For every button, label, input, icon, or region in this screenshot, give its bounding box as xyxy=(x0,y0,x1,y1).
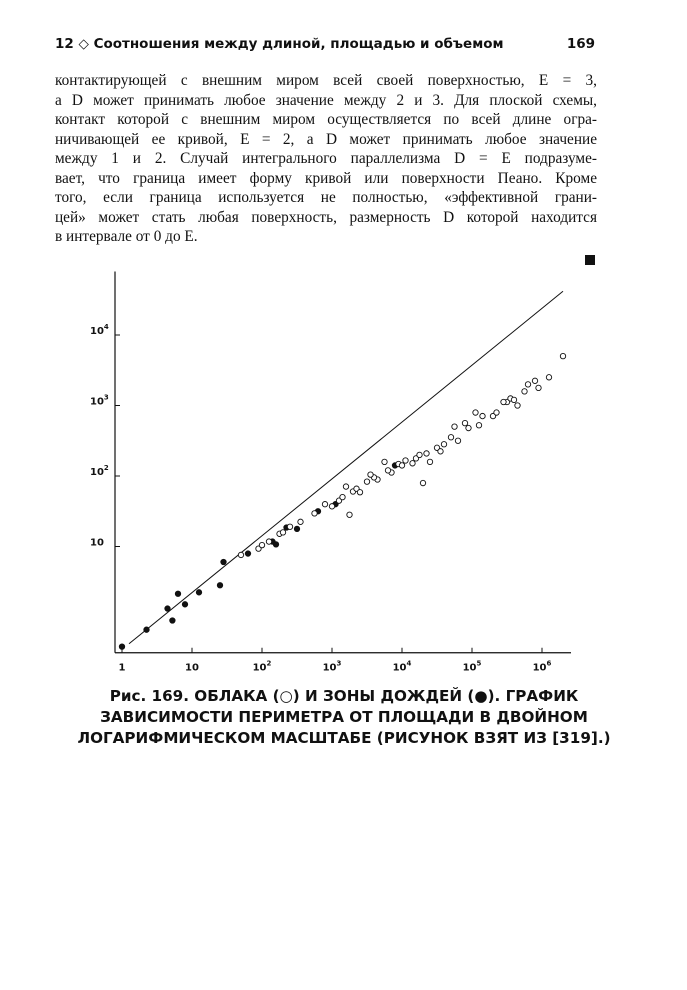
end-of-proof-mark xyxy=(585,255,595,265)
rain-zone-point xyxy=(196,590,201,595)
cloud-point xyxy=(560,353,565,358)
regression-line xyxy=(129,291,563,644)
text-line: а D может принимать любое значение между 2 и 3. Для плоской схемы, xyxy=(55,91,597,109)
cloud-point xyxy=(382,459,387,464)
perimeter-area-chart xyxy=(0,290,687,674)
rain-zone-point xyxy=(221,559,226,564)
cloud-point xyxy=(357,490,362,495)
text-line: того, если граница используется не полностью, «эффективной грани- xyxy=(55,189,597,206)
cloud-point xyxy=(340,494,345,499)
cloud-point xyxy=(259,542,264,547)
text-line: контактирующей с внешним миром всей своей поверхностью, E = 3, xyxy=(55,72,597,89)
cloud-point xyxy=(480,413,485,418)
body-paragraph xyxy=(55,71,597,247)
x-tick-label: 10 xyxy=(185,662,199,674)
cloud-point xyxy=(238,552,243,557)
cloud-point xyxy=(312,511,317,516)
y-tick-label: $10^4$ xyxy=(90,323,109,337)
text-line: контакт которой с внешним миром осуществляется по всей длине огра- xyxy=(55,111,597,128)
cloud-point xyxy=(343,484,348,489)
rain-zone-point xyxy=(170,618,175,623)
cloud-point xyxy=(385,468,390,473)
cloud-point xyxy=(329,504,334,509)
cloud-point xyxy=(522,389,527,394)
figure-caption xyxy=(60,686,628,749)
cloud-point xyxy=(280,530,285,535)
cloud-point xyxy=(473,410,478,415)
y-tick-label: 10 xyxy=(90,537,104,549)
running-header xyxy=(55,36,595,56)
cloud-point xyxy=(525,382,530,387)
x-tick-label: $10^4$ xyxy=(392,659,412,674)
page-number: 169 xyxy=(566,36,595,52)
cloud-point xyxy=(417,452,422,457)
rain-zone-point xyxy=(144,627,149,632)
text-line: цей» может стать любая поверхность, размерность D которой находится xyxy=(55,208,597,226)
cloud-point xyxy=(368,472,373,477)
cloud-point xyxy=(441,442,446,447)
cloud-point xyxy=(546,375,551,380)
cloud-point xyxy=(427,459,432,464)
rain-zone-point xyxy=(175,591,180,596)
rain-zone-point xyxy=(294,526,299,531)
chapter-title: 12 ◇ Соотношения между длиной, площадью и объемом xyxy=(55,36,504,52)
rain-zone-point xyxy=(217,583,222,588)
cloud-point xyxy=(452,424,457,429)
cloud-point xyxy=(364,479,369,484)
cloud-point xyxy=(448,435,453,440)
cloud-point xyxy=(298,519,303,524)
cloud-point xyxy=(515,403,520,408)
caption-line: ЗАВИСИМОСТИ ПЕРИМЕТРА ОТ ПЛОЩАДИ В ДВОЙНОМ xyxy=(100,708,588,726)
text-line: между 1 и 2. Случай интегрального параллелизма D = E подразуме- xyxy=(55,150,597,167)
caption-line: Рис. 169. ОБЛАКА (○) И ЗОНЫ ДОЖДЕЙ (●). ГРАФИК xyxy=(109,687,579,705)
rain-zone-point xyxy=(182,602,187,607)
cloud-point xyxy=(501,399,506,404)
text-line: в интервале от 0 до E. xyxy=(55,228,198,245)
cloud-point xyxy=(403,458,408,463)
cloud-point xyxy=(466,425,471,430)
rain-zone-point xyxy=(119,644,124,649)
x-tick-label: 1 xyxy=(118,662,126,674)
cloud-point xyxy=(399,463,404,468)
x-tick-label: $10^5$ xyxy=(462,659,482,674)
cloud-point xyxy=(420,480,425,485)
cloud-point xyxy=(494,410,499,415)
cloud-point xyxy=(511,397,516,402)
text-line: ничивающей ее кривой, E = 2, а D может принимать любое значение xyxy=(55,130,597,148)
cloud-point xyxy=(410,461,415,466)
cloud-point xyxy=(287,524,292,529)
y-tick-label: $10^3$ xyxy=(90,393,109,408)
caption-line: ЛОГАРИФМИЧЕСКОМ МАСШТАБЕ (РИСУНОК ВЗЯТ ИЗ [319].) xyxy=(77,729,611,747)
cloud-point xyxy=(536,385,541,390)
cloud-point xyxy=(347,512,352,517)
cloud-point xyxy=(322,502,327,507)
y-tick-label: $10^2$ xyxy=(90,464,109,478)
text-line: вает, что граница имеет форму кривой или поверхности Пеано. Кроме xyxy=(55,169,597,187)
cloud-point xyxy=(476,423,481,428)
cloud-point xyxy=(532,378,537,383)
cloud-point xyxy=(438,449,443,454)
x-tick-label: $10^3$ xyxy=(322,659,342,674)
rain-zone-point xyxy=(245,551,250,556)
rain-zone-point xyxy=(165,606,170,611)
rain-zone-point xyxy=(273,542,278,547)
cloud-point xyxy=(266,539,271,544)
cloud-point xyxy=(462,420,467,425)
x-tick-label: $10^6$ xyxy=(532,659,552,674)
cloud-point xyxy=(455,438,460,443)
x-tick-label: $10^2$ xyxy=(252,659,272,674)
cloud-point xyxy=(424,451,429,456)
